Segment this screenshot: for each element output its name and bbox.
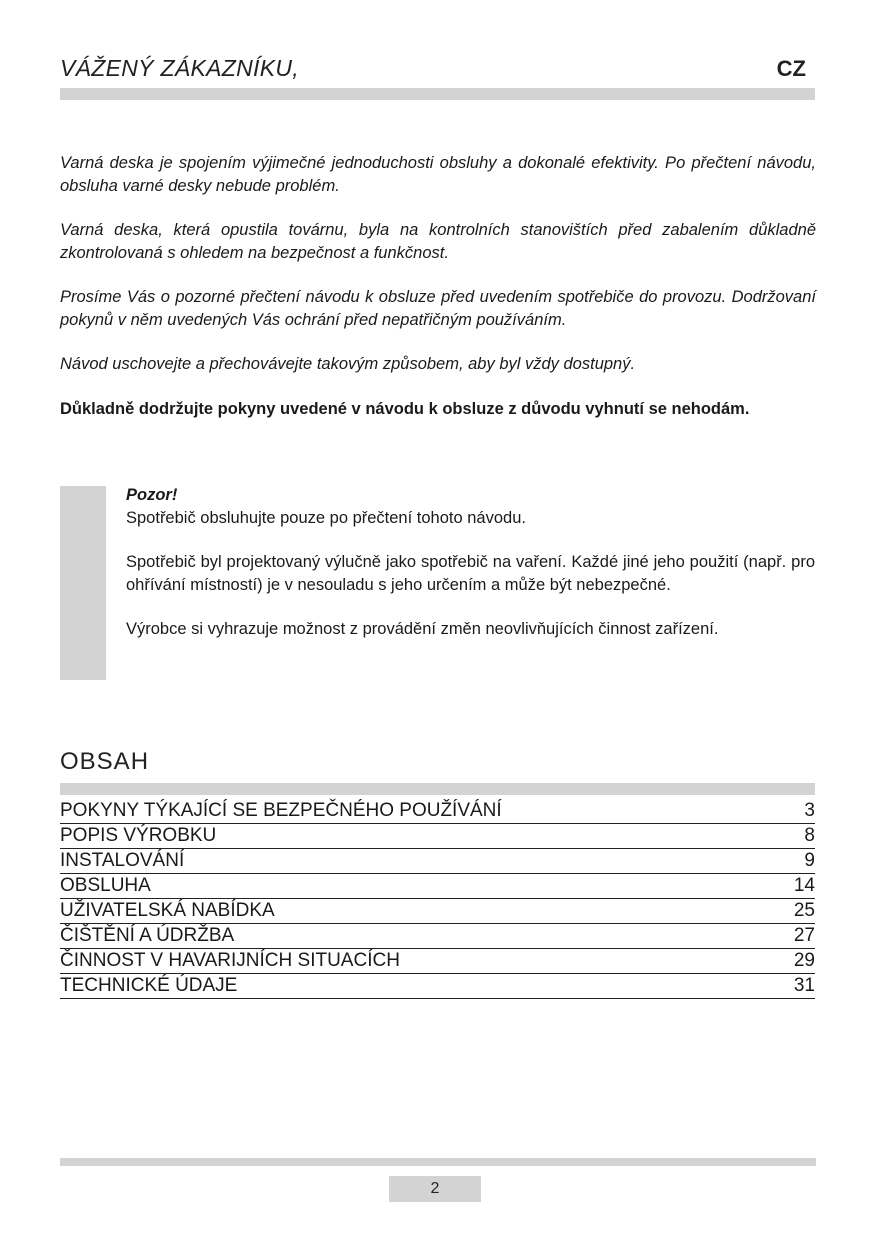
toc-entry-page: 31	[793, 975, 815, 996]
toc-entry-cleaning[interactable]	[60, 924, 815, 949]
toc-entry-label: TECHNICKÉ ÚDAJE	[60, 975, 238, 996]
intro-paragraph-2: Varná deska, která opustila továrnu, byla na kontrolních stanovištích před zabalením důkladně zkontrolovaná s ohledem na bezpečnost a funkčnost.	[60, 221, 816, 262]
language-code: CZ	[776, 56, 806, 81]
toc-entry-page: 25	[793, 900, 815, 921]
toc-entry-emergency[interactable]	[60, 949, 815, 974]
toc-entry-label: ČIŠTĚNÍ A ÚDRŽBA	[60, 925, 235, 946]
page-number: 2	[389, 1176, 481, 1202]
intro-paragraph-3: Prosíme Vás o pozorné přečtení návodu k obsluze před uvedením spotřebiče do provozu. Dodržovaní pokynů v něm uvedených Vás ochrání před nepatřičným používáním.	[60, 288, 816, 329]
toc-rule	[60, 783, 815, 795]
toc-entry-label: POKYNY TÝKAJÍCÍ SE BEZPEČNÉHO POUŽÍVÁNÍ	[60, 800, 502, 821]
toc-entry-product-description[interactable]	[60, 824, 815, 849]
notice-heading: Pozor!	[126, 486, 178, 504]
table-of-contents	[60, 799, 815, 999]
notice-paragraph-2: Spotřebič byl projektovaný výlučně jako spotřebič na vaření. Každé jiné jeho použití (např. pro ohřívání místností) je v nesouladu s jeho určením a může být nebezpečné.	[126, 553, 815, 594]
toc-entry-page: 3	[804, 800, 815, 821]
toc-entry-technical-data[interactable]	[60, 974, 815, 999]
toc-entry-page: 9	[804, 850, 815, 871]
notice-paragraph-1: Spotřebič obsluhujte pouze po přečtení tohoto návodu.	[126, 508, 526, 527]
intro-paragraph-5: Důkladně dodržujte pokyny uvedené v návodu k obsluze z důvodu vyhnutí se nehodám.	[60, 399, 750, 418]
toc-entry-label: POPIS VÝROBKU	[60, 825, 217, 846]
toc-entry-user-menu[interactable]	[60, 899, 815, 924]
intro-section	[60, 152, 816, 442]
toc-entry-label: ČINNOST V HAVARIJNÍCH SITUACÍCH	[60, 950, 400, 971]
toc-entry-label: OBSLUHA	[60, 875, 151, 896]
intro-paragraph-1: Varná deska je spojením výjimečné jednoduchosti obsluhy a dokonalé efektivity. Po přečtení návodu, obsluha varné desky nebude problém.	[60, 154, 816, 195]
toc-entry-operation[interactable]	[60, 874, 815, 899]
toc-entry-safety[interactable]	[60, 799, 815, 824]
notice-side-bar	[60, 486, 106, 680]
toc-entry-page: 8	[804, 825, 815, 846]
toc-entry-page: 14	[793, 875, 815, 896]
toc-entry-label: UŽIVATELSKÁ NABÍDKA	[60, 900, 275, 921]
header-rule	[60, 88, 815, 100]
toc-title: OBSAH	[60, 748, 150, 775]
page-title: VÁŽENÝ ZÁKAZNÍKU,	[60, 55, 299, 81]
toc-entry-page: 29	[793, 950, 815, 971]
toc-entry-page: 27	[793, 925, 815, 946]
notice-paragraph-3: Výrobce si vyhrazuje možnost z provádění změn neovlivňujících činnost zařízení.	[126, 620, 719, 638]
toc-entry-installation[interactable]	[60, 849, 815, 874]
toc-entry-label: INSTALOVÁNÍ	[60, 850, 185, 871]
notice-box	[126, 484, 815, 663]
footer-rule	[60, 1158, 816, 1166]
intro-paragraph-4: Návod uschovejte a přechovávejte takovým způsobem, aby byl vždy dostupný.	[60, 355, 636, 373]
